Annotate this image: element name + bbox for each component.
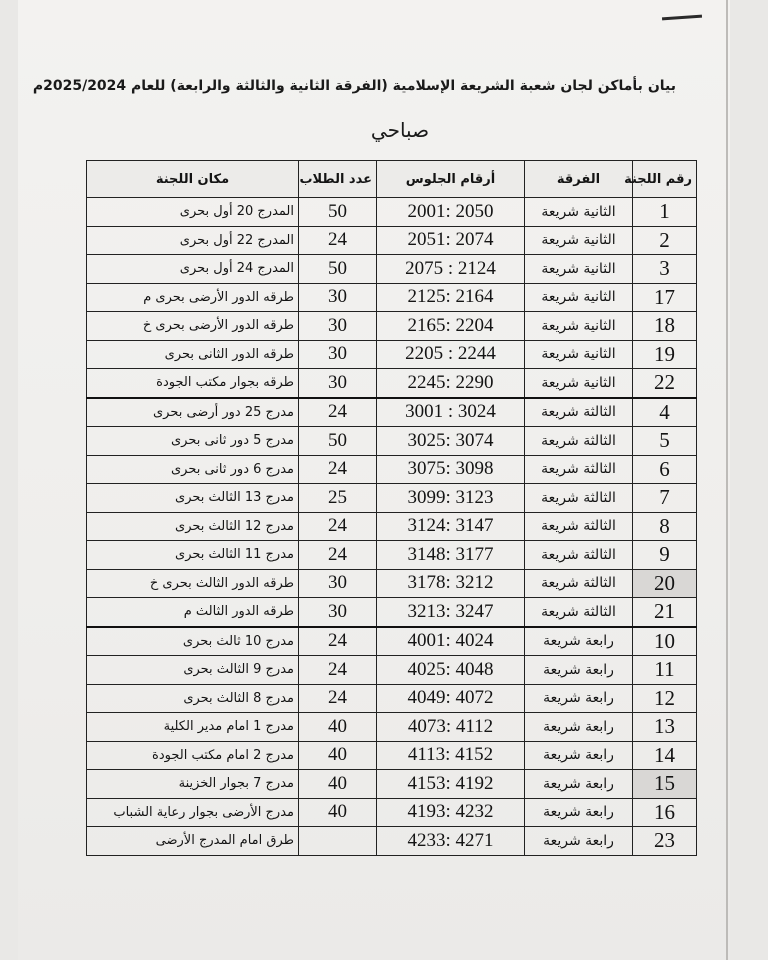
paper-edge bbox=[726, 0, 728, 960]
cell-location: مدرج 13 الثالث بحرى bbox=[87, 484, 299, 513]
cell-committee-no: 20 bbox=[633, 569, 697, 598]
cell-seat-numbers: 3148: 3177 bbox=[377, 541, 525, 570]
cell-location: طرقه الدور الثانى بحرى bbox=[87, 340, 299, 369]
cell-year: الثالثة شريعة bbox=[525, 569, 633, 598]
cell-committee-no: 1 bbox=[633, 198, 697, 227]
cell-committee-no: 11 bbox=[633, 656, 697, 685]
cell-location: مدرج 11 الثالث بحرى bbox=[87, 541, 299, 570]
cell-year: رابعة شريعة bbox=[525, 827, 633, 856]
cell-seat-numbers: 4153: 4192 bbox=[377, 770, 525, 799]
table-row bbox=[87, 455, 697, 484]
cell-year: الثالثة شريعة bbox=[525, 455, 633, 484]
cell-students bbox=[299, 827, 377, 856]
table-row bbox=[87, 569, 697, 598]
cell-seat-numbers: 4049: 4072 bbox=[377, 684, 525, 713]
cell-committee-no: 21 bbox=[633, 598, 697, 627]
cell-location: طرقه الدور الأرضى بحرى م bbox=[87, 283, 299, 312]
cell-committee-no: 7 bbox=[633, 484, 697, 513]
cell-location: طرقه الدور الأرضى بحرى خ bbox=[87, 312, 299, 341]
cell-year: الثانية شريعة bbox=[525, 226, 633, 255]
cell-location: مدرج 9 الثالث بحرى bbox=[87, 656, 299, 685]
cell-year: الثالثة شريعة bbox=[525, 512, 633, 541]
cell-seat-numbers: 4025: 4048 bbox=[377, 656, 525, 685]
cell-seat-numbers: 4233: 4271 bbox=[377, 827, 525, 856]
cell-year: الثالثة شريعة bbox=[525, 427, 633, 456]
table-row bbox=[87, 713, 697, 742]
cell-year: الثانية شريعة bbox=[525, 340, 633, 369]
cell-location: مدرج 12 الثالث بحرى bbox=[87, 512, 299, 541]
cell-location: مدرج 2 امام مكتب الجودة bbox=[87, 741, 299, 770]
cell-seat-numbers: 3124: 3147 bbox=[377, 512, 525, 541]
cell-committee-no: 6 bbox=[633, 455, 697, 484]
cell-year: الثالثة شريعة bbox=[525, 484, 633, 513]
cell-location: طرقه الدور الثالث م bbox=[87, 598, 299, 627]
header-year: الفرقة bbox=[525, 161, 633, 198]
document-title: بيان بأماكن لجان شعبة الشريعة الإسلامية (الفرقة الثانية والثالثة والرابعة) للعام 2025/2024م bbox=[32, 78, 676, 94]
cell-year: رابعة شريعة bbox=[525, 627, 633, 656]
table-row bbox=[87, 427, 697, 456]
cell-committee-no: 18 bbox=[633, 312, 697, 341]
cell-students: 30 bbox=[299, 340, 377, 369]
table-row bbox=[87, 198, 697, 227]
cell-year: الثالثة شريعة bbox=[525, 541, 633, 570]
table-row bbox=[87, 340, 697, 369]
cell-year: الثانية شريعة bbox=[525, 283, 633, 312]
cell-seat-numbers: 4001: 4024 bbox=[377, 627, 525, 656]
cell-committee-no: 12 bbox=[633, 684, 697, 713]
cell-seat-numbers: 2075 : 2124 bbox=[377, 255, 525, 284]
cell-committee-no: 2 bbox=[633, 226, 697, 255]
cell-year: الثانية شريعة bbox=[525, 198, 633, 227]
committees-table bbox=[86, 160, 697, 856]
table-row bbox=[87, 226, 697, 255]
cell-students: 40 bbox=[299, 741, 377, 770]
cell-seat-numbers: 2245: 2290 bbox=[377, 369, 525, 398]
table-row bbox=[87, 398, 697, 427]
cell-students: 40 bbox=[299, 798, 377, 827]
cell-year: رابعة شريعة bbox=[525, 684, 633, 713]
cell-seat-numbers: 2001: 2050 bbox=[377, 198, 525, 227]
table-row bbox=[87, 770, 697, 799]
cell-location: مدرج 5 دور ثانى بحرى bbox=[87, 427, 299, 456]
cell-location: طرقه بجوار مكتب الجودة bbox=[87, 369, 299, 398]
cell-committee-no: 3 bbox=[633, 255, 697, 284]
document-subtitle: صباحي bbox=[370, 118, 430, 142]
cell-year: رابعة شريعة bbox=[525, 656, 633, 685]
cell-committee-no: 13 bbox=[633, 713, 697, 742]
cell-seat-numbers: 2125: 2164 bbox=[377, 283, 525, 312]
cell-seat-numbers: 3075: 3098 bbox=[377, 455, 525, 484]
table-row bbox=[87, 255, 697, 284]
cell-year: رابعة شريعة bbox=[525, 713, 633, 742]
cell-students: 25 bbox=[299, 484, 377, 513]
header-location: مكان اللجنة bbox=[87, 161, 299, 198]
cell-location: طرق امام المدرج الأرضى bbox=[87, 827, 299, 856]
cell-committee-no: 10 bbox=[633, 627, 697, 656]
cell-seat-numbers: 2165: 2204 bbox=[377, 312, 525, 341]
cell-committee-no: 8 bbox=[633, 512, 697, 541]
cell-students: 40 bbox=[299, 713, 377, 742]
cell-seat-numbers: 3213: 3247 bbox=[377, 598, 525, 627]
cell-seat-numbers: 3178: 3212 bbox=[377, 569, 525, 598]
cell-students: 24 bbox=[299, 627, 377, 656]
table-body bbox=[87, 198, 697, 856]
header-committee-no: رقم اللجنة bbox=[633, 161, 697, 198]
cell-year: الثانية شريعة bbox=[525, 255, 633, 284]
cell-committee-no: 14 bbox=[633, 741, 697, 770]
cell-year: الثانية شريعة bbox=[525, 312, 633, 341]
cell-seat-numbers: 2051: 2074 bbox=[377, 226, 525, 255]
cell-committee-no: 23 bbox=[633, 827, 697, 856]
cell-committee-no: 17 bbox=[633, 283, 697, 312]
cell-location: مدرج 7 بجوار الخزينة bbox=[87, 770, 299, 799]
cell-location: طرقه الدور الثالث بحرى خ bbox=[87, 569, 299, 598]
table-row bbox=[87, 484, 697, 513]
cell-location: مدرج الأرضى بجوار رعاية الشباب bbox=[87, 798, 299, 827]
table-header-row bbox=[87, 161, 697, 198]
header-students: عدد الطلاب bbox=[299, 161, 377, 198]
cell-seat-numbers: 4193: 4232 bbox=[377, 798, 525, 827]
cell-location: المدرج 22 أول بحرى bbox=[87, 226, 299, 255]
cell-committee-no: 19 bbox=[633, 340, 697, 369]
cell-year: رابعة شريعة bbox=[525, 770, 633, 799]
cell-committee-no: 15 bbox=[633, 770, 697, 799]
cell-location: المدرج 20 أول بحرى bbox=[87, 198, 299, 227]
cell-students: 24 bbox=[299, 398, 377, 427]
cell-students: 24 bbox=[299, 656, 377, 685]
cell-location: المدرج 24 أول بحرى bbox=[87, 255, 299, 284]
cell-committee-no: 9 bbox=[633, 541, 697, 570]
cell-location: مدرج 1 امام مدير الكلية bbox=[87, 713, 299, 742]
cell-students: 24 bbox=[299, 455, 377, 484]
cell-committee-no: 5 bbox=[633, 427, 697, 456]
table-row bbox=[87, 369, 697, 398]
table-row bbox=[87, 312, 697, 341]
cell-students: 50 bbox=[299, 427, 377, 456]
cell-students: 40 bbox=[299, 770, 377, 799]
cell-year: رابعة شريعة bbox=[525, 741, 633, 770]
table-row bbox=[87, 541, 697, 570]
cell-location: مدرج 25 دور أرضى بحرى bbox=[87, 398, 299, 427]
table-row bbox=[87, 684, 697, 713]
cell-students: 24 bbox=[299, 512, 377, 541]
table-row bbox=[87, 798, 697, 827]
cell-students: 24 bbox=[299, 541, 377, 570]
cell-year: رابعة شريعة bbox=[525, 798, 633, 827]
cell-students: 30 bbox=[299, 598, 377, 627]
cell-location: مدرج 6 دور ثانى بحرى bbox=[87, 455, 299, 484]
table-row bbox=[87, 512, 697, 541]
table-row bbox=[87, 656, 697, 685]
cell-students: 50 bbox=[299, 255, 377, 284]
cell-seat-numbers: 4073: 4112 bbox=[377, 713, 525, 742]
cell-location: مدرج 10 ثالث بحرى bbox=[87, 627, 299, 656]
cell-students: 24 bbox=[299, 226, 377, 255]
cell-year: الثانية شريعة bbox=[525, 369, 633, 398]
cell-committee-no: 4 bbox=[633, 398, 697, 427]
cell-students: 24 bbox=[299, 684, 377, 713]
cell-location: مدرج 8 الثالث بحرى bbox=[87, 684, 299, 713]
header-seat-numbers: أرقام الجلوس bbox=[377, 161, 525, 198]
cell-committee-no: 16 bbox=[633, 798, 697, 827]
cell-students: 30 bbox=[299, 283, 377, 312]
cell-students: 30 bbox=[299, 569, 377, 598]
cell-committee-no: 22 bbox=[633, 369, 697, 398]
cell-seat-numbers: 3001 : 3024 bbox=[377, 398, 525, 427]
cell-seat-numbers: 3099: 3123 bbox=[377, 484, 525, 513]
cell-students: 50 bbox=[299, 198, 377, 227]
table-row bbox=[87, 598, 697, 627]
cell-students: 30 bbox=[299, 312, 377, 341]
table-row bbox=[87, 627, 697, 656]
cell-seat-numbers: 3025: 3074 bbox=[377, 427, 525, 456]
table-row bbox=[87, 283, 697, 312]
table-row bbox=[87, 827, 697, 856]
cell-year: الثالثة شريعة bbox=[525, 598, 633, 627]
cell-students: 30 bbox=[299, 369, 377, 398]
cell-year: الثالثة شريعة bbox=[525, 398, 633, 427]
table-row bbox=[87, 741, 697, 770]
cell-seat-numbers: 2205 : 2244 bbox=[377, 340, 525, 369]
cell-seat-numbers: 4113: 4152 bbox=[377, 741, 525, 770]
